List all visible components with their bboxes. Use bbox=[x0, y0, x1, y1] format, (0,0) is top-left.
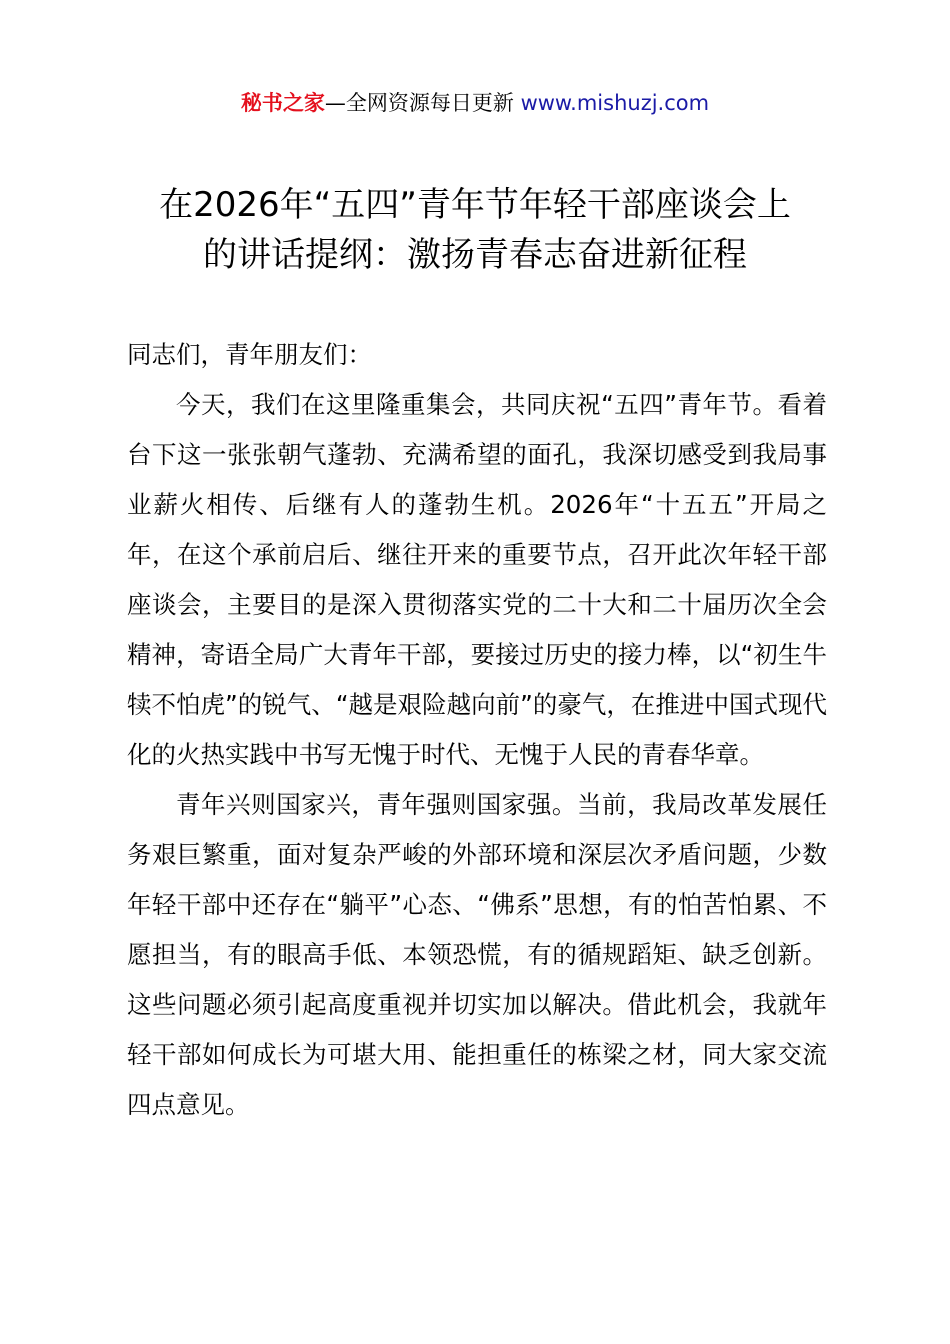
paragraph: 青年兴则国家兴，青年强则国家强。当前，我局改革发展任务艰巨繁重，面对复杂严峻的外部环境和深层次矛盾问题，少数年轻干部中还存在“躺平”心态、“佛系”思想，有的怕苦怕累、不愿担当，有的眼高手低、本领恐慌，有的循规蹈矩、缺乏创新。这些问题必须引起高度重视并切实加以解决。借此机会，我就年轻干部如何成长为可堪大用、能担重任的栋梁之材，同大家交流四点意见。 bbox=[127, 790, 827, 1119]
title-line-1: 在2026年“五四”青年节年轻干部座谈会上 bbox=[159, 185, 791, 225]
header-tagline: —全网资源每日更新 bbox=[324, 91, 521, 115]
brand-name: 秘书之家 bbox=[240, 91, 325, 115]
document-title bbox=[100, 180, 850, 280]
title-line-2: 的讲话提纲：激扬青春志奋进新征程 bbox=[203, 235, 747, 275]
document-body bbox=[127, 330, 827, 1130]
paragraph: 今天，我们在这里隆重集会，共同庆祝“五四”青年节。看着台下这一张张朝气蓬勃、充满希望的面孔，我深切感受到我局事业薪火相传、后继有人的蓬勃生机。2026年“十五五”开局之年，在这个承前启后、继往开来的重要节点，召开此次年轻干部座谈会，主要目的是深入贯彻落实党的二十大和二十届历次全会精神，寄语全局广大青年干部，要接过历史的接力棒，以“初生牛犊不怕虎”的锐气、“越是艰险越向前”的豪气，在推进中国式现代化的火热实践中书写无愧于时代、无愧于人民的青春华章。 bbox=[127, 390, 827, 769]
site-header bbox=[0, 86, 950, 120]
site-url-link[interactable]: www.mishuzj.com bbox=[520, 91, 710, 115]
greeting: 同志们，青年朋友们： bbox=[127, 340, 372, 369]
